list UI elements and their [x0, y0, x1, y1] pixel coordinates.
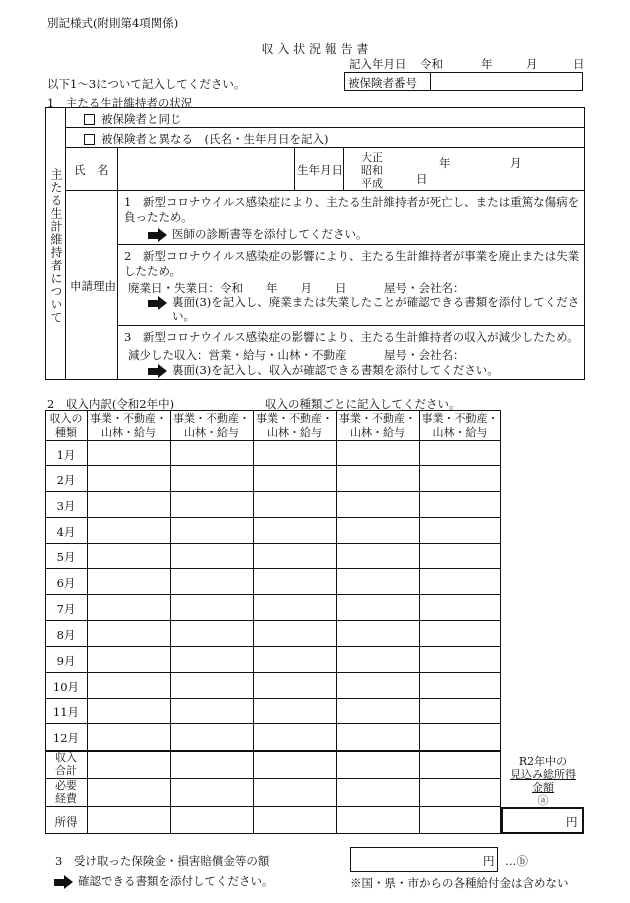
side-label: 主たる生計維持者について: [49, 168, 63, 324]
reason2-shop: 屋号・会社名：: [384, 281, 465, 295]
col-header-5: 事業・不動産・ 山林・給与: [421, 412, 499, 439]
income-table: [45, 410, 501, 834]
month-label: 8月: [56, 628, 76, 642]
col-header-4: 事業・不動産・ 山林・給与: [339, 412, 416, 439]
insurance-yen: 円: [483, 854, 495, 868]
insured-number-input[interactable]: [432, 74, 580, 89]
reason3-income: 減少した収入：営業・給与・山林・不動産: [128, 348, 347, 362]
reason3-shop: 屋号・会社名：: [384, 348, 465, 362]
section3-note: ※国・県・市からの各種給付金は含めない: [350, 876, 569, 890]
section2-note: 収入の種類ごとに記入してください。: [265, 397, 461, 411]
reason2-text: 2 新型コロナウイルス感染症の影響により、主たる生計維持者が事業を廃止または失業したため。: [124, 249, 580, 278]
arrow-right-icon: [158, 228, 167, 242]
income-type-header: 収入の 種類: [49, 412, 83, 439]
month-label: 12月: [52, 731, 80, 745]
reason3-attach: 裏面(3)を記入し、収入が確認できる書類を添付してください。: [146, 362, 499, 378]
estimate-yen: 円: [566, 815, 578, 829]
estimate-label: R2年中の 見込み総所得 金額 ⓐ: [510, 755, 576, 807]
month-label: 3月: [56, 499, 76, 513]
section1-heading: 1 主たる生計維持者の状況: [47, 96, 193, 110]
section3-attach: 確認できる書類を添付してください。: [52, 873, 274, 889]
month-label: 10月: [52, 680, 80, 694]
month-label: 9月: [56, 654, 76, 668]
col-header-2: 事業・不動産・ 山林・給与: [173, 412, 250, 439]
total-label: 収入 合計: [55, 751, 77, 777]
arrow-right-icon: [158, 364, 167, 378]
checkbox-same[interactable]: [84, 114, 95, 125]
insurance-amount-box[interactable]: [350, 847, 498, 872]
name-label: 氏 名: [74, 163, 109, 177]
insurance-mark: …ⓑ: [505, 854, 528, 868]
arrow-right-icon: [158, 296, 167, 310]
reason1-attach: 医師の診断書等を添付してください。: [146, 226, 368, 242]
reason1-text: 1 新型コロナウイルス感染症により、主たる生計維持者が死亡し、または重篤な傷病を負ったため。: [124, 195, 580, 224]
income-label: 所得: [54, 815, 78, 829]
month-label: 2月: [56, 473, 76, 487]
instruction: 以下1～3について記入してください。: [47, 77, 246, 91]
expense-label: 必要 経費: [55, 779, 77, 805]
reason2-attach-arrow: [146, 295, 172, 310]
birth-label: 生年月日: [297, 163, 343, 177]
col-header-1: 事業・不動産・ 山林・給与: [90, 412, 167, 439]
reason3-text: 3 新型コロナウイルス感染症の影響により、主たる生計維持者の収入が減少したため。: [124, 330, 579, 344]
section2-heading: 2 収入内訳(令和2年中): [47, 397, 175, 411]
month-label: 6月: [56, 576, 76, 590]
reason2-date-line: 廃業日・失業日：令和 年 月 日: [128, 281, 347, 295]
option-diff[interactable]: 被保険者と異なる (氏名・生年月日を記入): [84, 131, 328, 147]
month-label: 5月: [56, 550, 76, 564]
reason-label: 申請理由: [70, 279, 116, 293]
checkbox-diff[interactable]: [84, 134, 95, 145]
month-label: 1月: [56, 448, 76, 462]
col-header-3: 事業・不動産・ 山林・給与: [256, 412, 333, 439]
name-input[interactable]: [120, 150, 292, 188]
arrow-right-icon: [64, 875, 73, 889]
reason2-attach: 裏面(3)を記入し、廃業または失業したことが確認できる書類を添付してください。: [172, 295, 580, 323]
month-label: 4月: [56, 525, 76, 539]
option-same[interactable]: 被保険者と同じ: [84, 111, 182, 127]
insured-number-label: 被保険者番号: [348, 76, 417, 90]
section3-heading: 3 受け取った保険金・損害賠償金等の額: [55, 854, 270, 868]
form-label: 別記様式(附則第4項関係): [47, 16, 179, 30]
birth-input[interactable]: [395, 150, 580, 188]
month-label: 7月: [56, 602, 76, 616]
page-title: 収 入 状 況 報 告 書: [261, 42, 369, 56]
month-label: 11月: [52, 705, 80, 719]
